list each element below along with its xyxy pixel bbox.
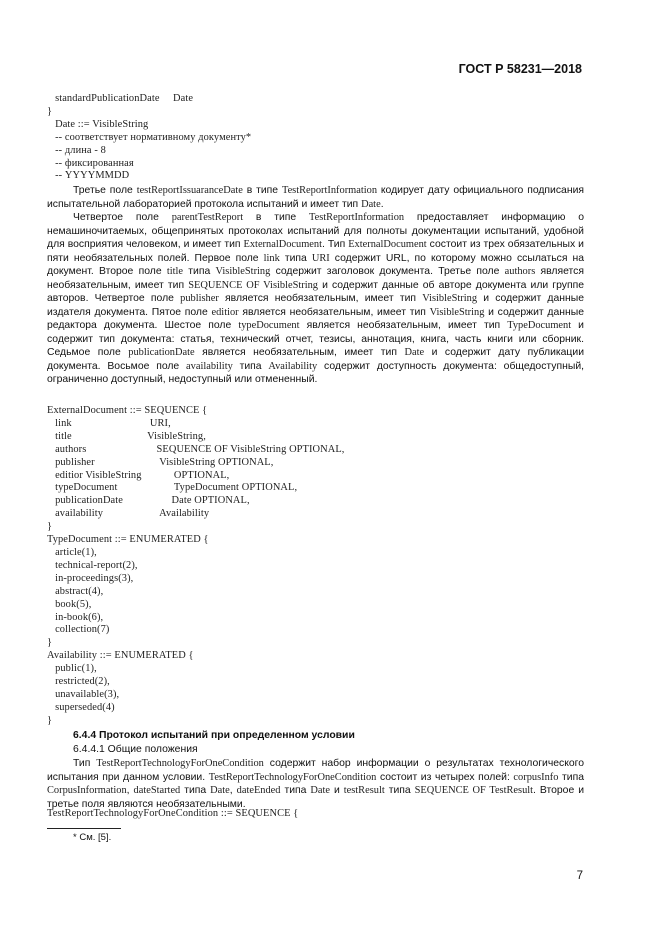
text-run: содержит заголовок документа. Третье поле <box>270 266 505 277</box>
code-line: publisher VisibleString OPTIONAL, <box>55 456 274 468</box>
code-run: Date <box>404 347 425 358</box>
code-run: Date <box>310 785 331 796</box>
code-line: } <box>47 637 53 649</box>
text-run: . Тип <box>322 239 349 250</box>
text-run: Четвертое поле <box>73 212 172 223</box>
text-run: и содержит тип документа: статья, технический отчет, тезисы, аннотация, книга, часть книги или сборник. Седьмое поле <box>47 320 584 358</box>
code-run: Availability <box>268 360 318 372</box>
code-run: ExternalDocument <box>243 239 322 250</box>
code-line: availability Availability <box>55 508 210 520</box>
text-run: содержит URL, по которому можно ссылаться на документ. Второе поле <box>47 252 584 277</box>
code-run: link <box>263 252 280 264</box>
code-run: TestReportTechnologyForOneCondition <box>208 771 377 783</box>
text-run: является необязательным, имеет тип <box>47 266 584 291</box>
code-line: title VisibleString, <box>55 430 206 442</box>
code-line: technical-report(2), <box>55 559 138 571</box>
code-run: corpusInfo <box>513 771 559 783</box>
text-run: типа <box>183 266 216 277</box>
code-run: parentTestReport <box>171 212 244 223</box>
code-line: typeDocument TypeDocument OPTIONAL, <box>55 482 298 494</box>
code-run: availability <box>186 360 233 372</box>
text-run: типа <box>279 252 312 264</box>
code-run: typeDocument <box>238 320 300 331</box>
text-run: предоставляет информацию о немашиночитаемых, общепринятых протоколах испытаний для полноты документации испытаний, удобной для восприятия человеком, и имеет тип <box>47 212 584 250</box>
code-line: unavailable(3), <box>55 688 120 700</box>
footnote: * См. [5]. <box>73 832 112 843</box>
code-run: testResult <box>343 785 385 796</box>
code-run: SEQUENCE OF TestResult <box>414 785 534 796</box>
code-line: collection(7) <box>55 624 110 636</box>
code-run: TestReportInformation <box>309 212 405 223</box>
section-heading: 6.4.4 Протокол испытаний при определенном условии <box>73 730 355 741</box>
code-line: article(1), <box>55 546 97 558</box>
paragraph-test-report-technology <box>47 757 584 811</box>
code-run: VisibleString <box>422 293 478 304</box>
text-run: является необязательным, имеет тип <box>238 306 430 318</box>
code-line: restricted(2), <box>55 676 110 688</box>
code-line: } <box>47 714 53 726</box>
code-run: VisibleString <box>429 306 485 318</box>
text-run: является необязательным, имеет тип <box>299 320 508 331</box>
text-run: является необязательным, имеет тип <box>194 347 405 358</box>
text-run: и <box>330 785 344 796</box>
code-run: authors <box>504 266 536 277</box>
code-line: standardPublicationDate Date <box>55 93 194 104</box>
code-line: -- соответствует нормативному документу* <box>55 131 252 143</box>
text-run: типа <box>180 785 211 796</box>
subsection-heading: 6.4.4.1 Общие положения <box>73 744 198 755</box>
page-number: 7 <box>576 870 583 882</box>
code-run: testReportIssuaranceDate <box>136 185 243 196</box>
code-line: book(5), <box>55 598 92 610</box>
text-run: типа <box>232 360 269 372</box>
code-run: TypeDocument <box>507 320 572 331</box>
text-run: состоит из трех обязательных и пяти необязательных полей. Первое поле <box>47 239 584 264</box>
text-run: и содержит дату публикации документа. Восьмое поле <box>47 347 584 372</box>
paragraph-issuance-date <box>47 184 584 211</box>
code-line: abstract(4), <box>55 585 104 597</box>
code-run: SEQUENCE OF VisibleString <box>188 279 318 291</box>
code-run: VisibleString <box>215 266 271 277</box>
text-run: , <box>126 785 134 796</box>
text-run: является необязательным, имеет тип <box>218 293 423 304</box>
code-run: Date <box>361 198 381 210</box>
code-line: -- фиксированная <box>55 157 134 169</box>
code-block-date <box>47 93 251 183</box>
paragraph-parent-test-report <box>47 211 584 387</box>
text-run: содержит набор информации о результатах технологического испытания при данном условии. <box>47 758 584 783</box>
code-line: -- YYYYMMDD <box>55 170 130 182</box>
text-run: и содержит данные редактора документа. Шестое поле <box>47 306 584 331</box>
code-run: URI <box>311 252 330 264</box>
code-run: editior <box>211 306 239 318</box>
text-run: Тип <box>73 758 97 769</box>
code-block-external-document <box>47 405 345 728</box>
text-run: . Второе и третье поля являются необязательными. <box>47 785 584 810</box>
code-run: ExternalDocument <box>348 239 427 250</box>
code-line: editior VisibleString OPTIONAL, <box>55 469 230 481</box>
code-line: Availability ::= ENUMERATED { <box>47 650 194 662</box>
code-run: CorpusInformation <box>47 785 127 796</box>
code-run: Date <box>210 785 230 796</box>
text-run: в типе <box>243 212 310 223</box>
text-run: кодирует дату официального подписания испытательной лабораторией протокола испытаний и имеет тип <box>47 185 585 210</box>
code-line: public(1), <box>55 663 97 675</box>
paragraph-body <box>47 757 584 811</box>
paragraph-body <box>47 211 584 387</box>
code-line: in-book(6), <box>55 611 104 623</box>
code-run: TestReportTechnologyForOneCondition <box>96 758 264 769</box>
footnote-divider <box>47 828 121 829</box>
code-run: publisher <box>180 293 219 304</box>
text-run: типа <box>280 785 311 796</box>
text-run: в типе <box>242 185 282 196</box>
code-run: TestReportInformation <box>281 185 378 196</box>
text-run: . <box>380 198 384 210</box>
code-run: dateEnded <box>236 785 281 796</box>
text-run: и содержит данные издателя документа. Пятое поле <box>47 293 585 318</box>
code-line: } <box>47 105 53 117</box>
code-line: link URI, <box>55 417 171 429</box>
code-run: title <box>166 266 184 277</box>
text-run: , <box>229 785 237 796</box>
code-run: dateStarted <box>133 785 181 796</box>
text-run: типа <box>558 771 584 783</box>
text-run: и содержит данные об авторе документа или группе авторов. Четвертое поле <box>47 279 584 304</box>
code-line: publicationDate Date OPTIONAL, <box>55 495 250 507</box>
code-line: superseded(4) <box>55 701 115 713</box>
text-run: состоит из четырех полей: <box>376 771 514 783</box>
code-line: in-proceedings(3), <box>55 572 134 584</box>
text-run: типа <box>384 785 415 796</box>
code-run: publicationDate <box>128 347 195 358</box>
code-line: } <box>47 521 53 533</box>
text-run: содержит доступность документа: общедоступный, ограниченно доступный, недоступный или отмененный. <box>47 360 585 385</box>
code-line: -- длина - 8 <box>55 144 106 156</box>
code-line-sequence: TestReportTechnologyForOneCondition ::= SEQUENCE { <box>47 808 299 819</box>
text-run: Третье поле <box>73 185 137 196</box>
code-line: authors SEQUENCE OF VisibleString OPTIONAL, <box>55 443 345 455</box>
code-line: TypeDocument ::= ENUMERATED { <box>47 534 209 546</box>
document-header: ГОСТ Р 58231—2018 <box>458 62 582 76</box>
code-line: Date ::= VisibleString <box>55 118 149 130</box>
code-line: ExternalDocument ::= SEQUENCE { <box>47 405 208 416</box>
